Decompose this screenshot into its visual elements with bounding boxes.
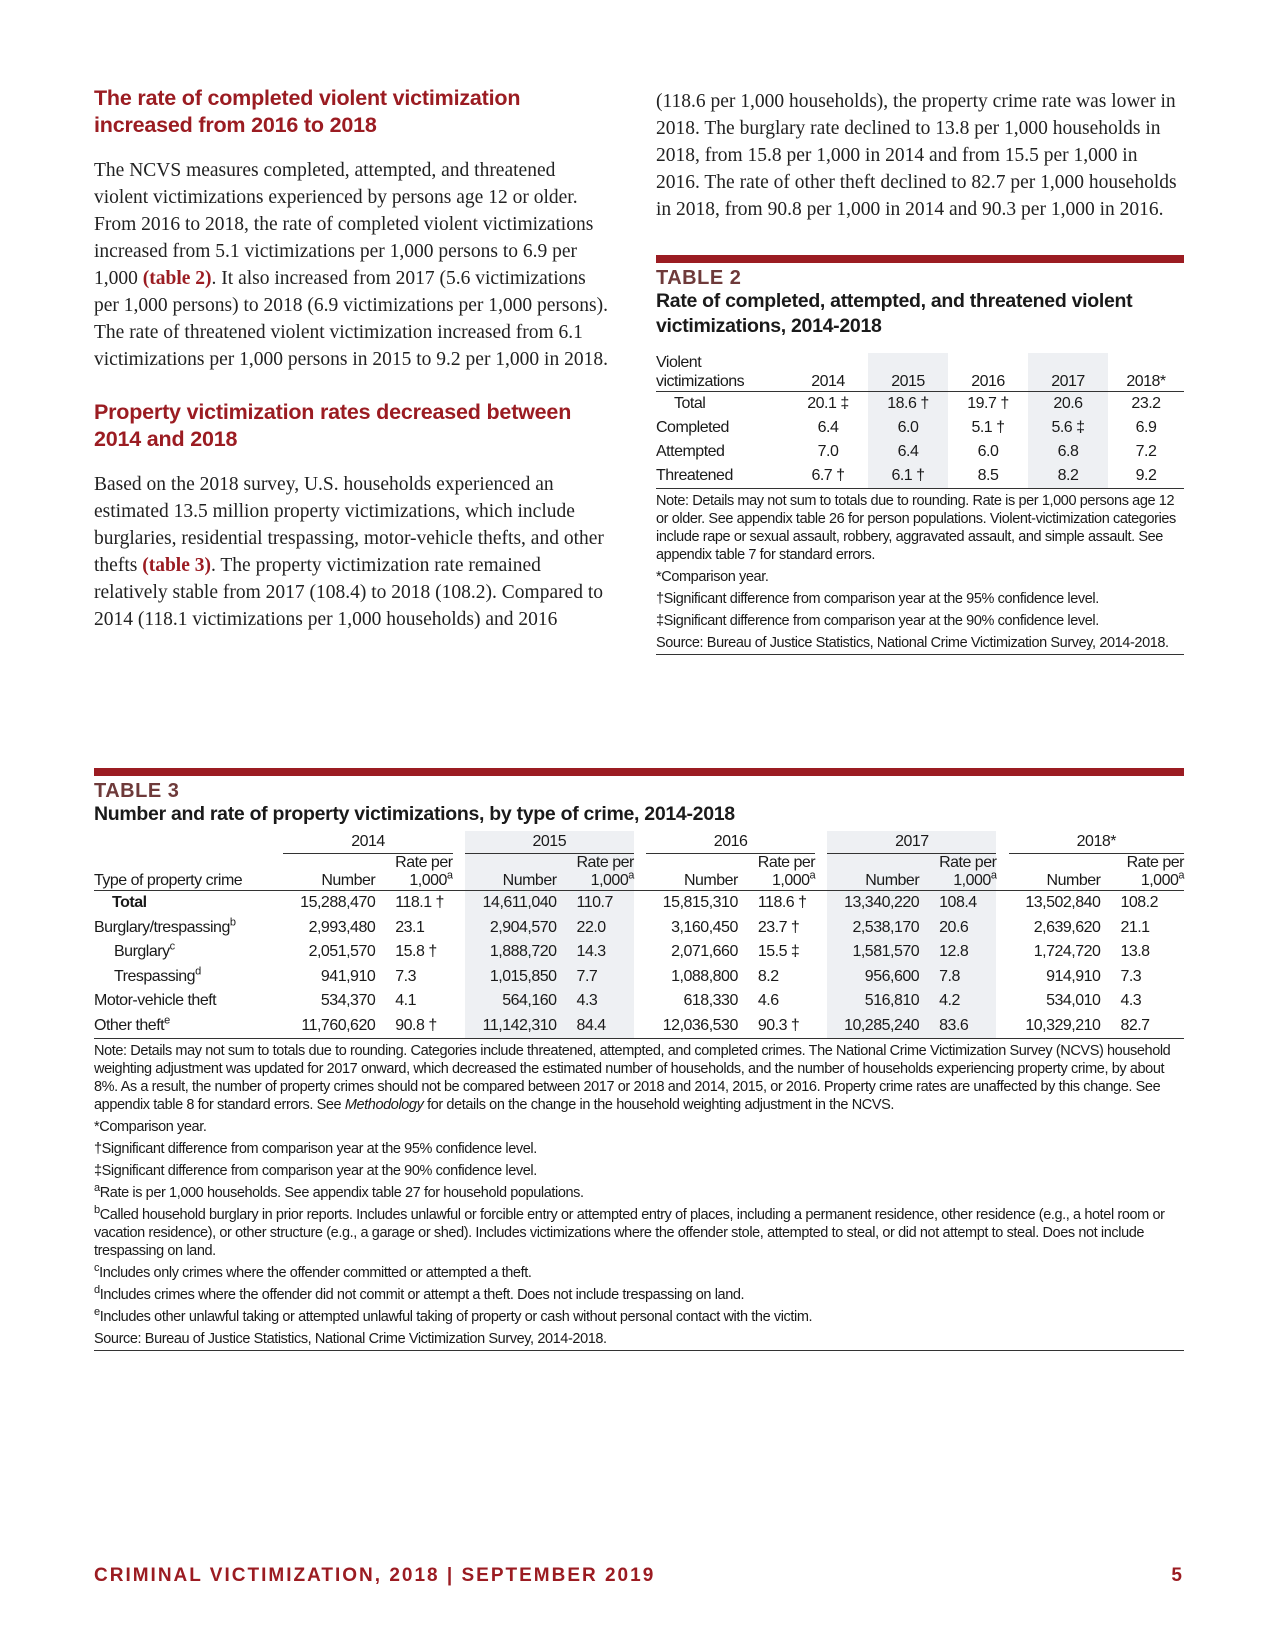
- rate-header-line: [744, 869, 816, 890]
- violent-victimizations-header: [656, 353, 788, 392]
- row-label: [94, 965, 283, 990]
- table-2: [656, 353, 1184, 488]
- year-header: 2018*: [1126, 373, 1166, 390]
- table-2-notes: [656, 492, 1184, 655]
- number-cell: 1,888,720: [465, 940, 563, 965]
- rate-cell: 84.4: [563, 1014, 634, 1039]
- rate-cell: 6.9: [1135, 419, 1157, 436]
- table-3-block: [94, 768, 1184, 1351]
- table-3-row: [94, 989, 1184, 1014]
- rate-cell: 4.3: [563, 989, 634, 1014]
- rate-cell: 13.8: [1120, 943, 1150, 960]
- rate-cell: 6.4: [817, 419, 839, 436]
- row-label-text: Total: [112, 894, 147, 911]
- number-cell: 2,904,570: [465, 916, 563, 941]
- table-3-title: Number and rate of property victimizations, by type of crime, 2014-2018: [94, 803, 735, 825]
- rate-header-line: [925, 869, 997, 890]
- footnote-text: Called household burglary in prior reports. Includes unlawful or forcible entry or attempted entry of places, including a permanent residence, other residence (e.g., a hotel room or vacation residence), or other structure (e.g., a garage or shed). Includes victimizations where the offender stole, attempted to steal, or did not attempt to steal. Does not include trespassing on land.: [94, 1207, 1165, 1259]
- table-2-note: Source: Bureau of Justice Statistics, National Crime Victimization Survey, 2014-2018.: [656, 635, 1169, 651]
- rate-cell: 6.4: [868, 440, 948, 464]
- number-cell: 15,815,310: [662, 894, 738, 911]
- row-label: Attempted: [656, 443, 725, 460]
- table-2-note: †Significant difference from comparison year at the 95% confidence level.: [656, 591, 1099, 607]
- rate-cell: 6.7 †: [811, 467, 845, 484]
- year-group-header: 2016: [646, 831, 815, 854]
- number-cell: 564,160: [465, 989, 563, 1014]
- rate-cell: 6.0: [868, 416, 948, 440]
- paragraph-text: . The property victimization rate remained relatively stable from 2017 (108.4) to 2018 (108.2). Compared to 2014 (118.1 victimizations per 1,000 households) and 2016: [94, 555, 604, 630]
- rate-header-line: [563, 869, 634, 890]
- number-cell: 1,088,800: [671, 967, 738, 985]
- paragraph-text: Based on the 2018 survey, U.S. households experienced an estimated 13.5 million property victimizations, which include burglaries, residential trespassing, motor-vehicle thefts, and other thefts: [94, 474, 604, 576]
- table-3-notes: [94, 1042, 1184, 1351]
- rate-header-line: Rate per: [939, 854, 997, 871]
- table-2-rule: [656, 255, 1184, 263]
- footnote-e: [94, 1308, 1184, 1326]
- number-header: Number: [321, 872, 376, 889]
- rate-cell: 6.8: [1028, 440, 1108, 464]
- footnote-mark: c: [169, 940, 175, 953]
- footnote-mark: b: [94, 1204, 100, 1217]
- rate-cell: 9.2: [1135, 467, 1157, 484]
- number-cell: 13,340,220: [827, 891, 925, 916]
- table-3-rule: [94, 768, 1184, 776]
- table-3-note: *Comparison year.: [94, 1119, 207, 1135]
- rate-cell: 4.1: [395, 992, 416, 1009]
- table-3-row: [94, 1014, 1184, 1039]
- rate-cell: 8.2: [757, 967, 779, 985]
- header-line: Violent: [656, 354, 702, 371]
- number-cell: 1,015,850: [465, 965, 563, 990]
- number-cell: 3,160,450: [671, 918, 738, 936]
- year-group-header: 2017: [827, 831, 996, 854]
- footnote-c: [94, 1264, 1184, 1282]
- page-number: 5: [1171, 1565, 1184, 1586]
- number-header: Number: [827, 854, 925, 891]
- rate-cell: 4.2: [925, 989, 996, 1014]
- rate-header-line: [1106, 869, 1184, 890]
- rate-cell: 15.5 ‡: [757, 943, 800, 960]
- table-2-note: *Comparison year.: [656, 569, 769, 585]
- rate-cell: 23.7 †: [757, 918, 800, 936]
- rate-cell: 6.1 †: [868, 464, 948, 488]
- row-label: [94, 940, 283, 965]
- footnote-a: [94, 1184, 1184, 1202]
- row-label: Completed: [656, 419, 729, 436]
- footnote-mark: a: [446, 869, 453, 882]
- year-group-header: 2015: [465, 831, 634, 854]
- row-label: Total: [674, 395, 706, 412]
- row-label: Threatened: [656, 467, 733, 484]
- number-cell: 11,760,620: [301, 1016, 376, 1034]
- rate-cell: 4.3: [1120, 992, 1142, 1009]
- rate-header: [381, 854, 452, 891]
- row-label-text: Burglary: [114, 943, 170, 960]
- table-2-note: Note: Details may not sum to totals due to rounding. Rate is per 1,000 persons age 12 or older. See appendix table 26 for person populations. Violent-victimization categories include rape or sexual assault, robbery, aggravated assault, and simple assault. See appendix table 7 for standard errors.: [656, 493, 1176, 563]
- number-cell: 2,051,570: [308, 943, 376, 960]
- rate-cell: 20.6: [925, 916, 996, 941]
- table-2-row: [656, 440, 1184, 464]
- rate-header-line: Rate per: [576, 854, 634, 871]
- number-cell: 15,288,470: [300, 894, 376, 911]
- table-3-row: [94, 891, 1184, 916]
- section-heading-violent: The rate of completed violent victimization increased from 2016 to 2018: [94, 86, 521, 137]
- rate-header-text: 1,000: [409, 872, 447, 889]
- rate-cell: 21.1: [1120, 918, 1150, 936]
- rate-header: [563, 854, 634, 891]
- rate-cell: 23.1: [395, 918, 425, 936]
- number-cell: 516,810: [827, 989, 925, 1014]
- note-text: for details on the change in the household weighting adjustment in the NCVS.: [423, 1097, 895, 1113]
- number-header: Number: [465, 854, 563, 891]
- table-3-row: [94, 940, 1184, 965]
- year-header: 2015: [868, 353, 948, 392]
- footnote-text: Includes crimes where the offender did not commit or attempt a theft. Does not include trespassing on land.: [99, 1287, 745, 1303]
- number-cell: 941,910: [320, 967, 376, 985]
- row-label: [94, 1014, 283, 1039]
- footnote-mark: a: [94, 1182, 100, 1195]
- rate-cell: 118.1 †: [395, 894, 444, 911]
- rate-cell: 7.3: [1120, 967, 1142, 985]
- rate-header: [744, 854, 815, 891]
- footnote-mark: e: [164, 1014, 170, 1027]
- footer-title: CRIMINAL VICTIMIZATION, 2018 | SEPTEMBER 2019: [94, 1565, 656, 1586]
- rate-header-line: Rate per: [395, 854, 453, 871]
- rate-cell: 12.8: [925, 940, 996, 965]
- row-label: [94, 989, 283, 1014]
- row-label: [94, 891, 283, 916]
- rate-cell: 23.2: [1131, 395, 1161, 412]
- rate-cell: 8.2: [1028, 464, 1108, 488]
- footnote-text: Includes other unlawful taking or attempted unlawful taking of property or cash without personal contact with the victim.: [99, 1309, 813, 1325]
- year-group-header: 2014: [283, 831, 452, 854]
- rate-cell: 5.6 ‡: [1028, 416, 1108, 440]
- year-group-header: 2018*: [1009, 831, 1184, 854]
- number-cell: 534,010: [1046, 992, 1101, 1009]
- footnote-d: [94, 1286, 1184, 1304]
- footnote-mark: e: [94, 1306, 100, 1319]
- rate-cell: 110.7: [563, 891, 634, 916]
- rate-cell: 90.3 †: [757, 1016, 800, 1034]
- type-of-crime-header: Type of property crime: [94, 872, 243, 889]
- table-3-note: ‡Significant difference from comparison year at the 90% confidence level.: [94, 1163, 537, 1179]
- table-3-source: Source: Bureau of Justice Statistics, National Crime Victimization Survey, 2014-2018.: [94, 1331, 607, 1347]
- rate-cell: 22.0: [563, 916, 634, 941]
- number-cell: 1,581,570: [827, 940, 925, 965]
- rate-cell: 118.6 †: [757, 894, 807, 911]
- number-cell: 10,329,210: [1025, 1016, 1101, 1034]
- rate-cell: 82.7: [1120, 1016, 1150, 1034]
- rate-cell: 20.1 ‡: [807, 395, 849, 412]
- row-label-text: Burglary/trespassing: [94, 918, 230, 936]
- rate-cell: 19.7 †: [967, 395, 1009, 412]
- rate-header: [1106, 854, 1184, 891]
- footnote-text: Rate is per 1,000 households. See appendix table 27 for household populations.: [99, 1185, 584, 1201]
- number-cell: 956,600: [827, 965, 925, 990]
- paragraph-text: The NCVS measures completed, attempted, and threatened violent victimizations experienced by persons age 12 or older. From 2016 to 2018, the rate of completed violent victimizations increased from 5.1 victimizations per 1,000 persons to 6.9 per 1,000: [94, 160, 594, 289]
- number-cell: 1,724,720: [1033, 943, 1101, 960]
- table-3: [94, 831, 1184, 1038]
- table-2-row: [656, 416, 1184, 440]
- number-cell: 534,370: [320, 992, 376, 1009]
- footnote-mark: c: [94, 1262, 100, 1275]
- rate-header-line: [381, 869, 453, 890]
- number-header: Number: [683, 872, 738, 889]
- year-header: 2017: [1028, 353, 1108, 392]
- rate-cell: 20.6: [1028, 392, 1108, 417]
- paragraph-property-cont: (118.6 per 1,000 households), the property crime rate was lower in 2018. The burglary rate declined to 13.8 per 1,000 households in 2018, from 15.8 per 1,000 in 2014 and from 15.5 per 1,000 in 2016. The rate of other theft declined to 82.7 per 1,000 households in 2018, from 90.8 per 1,000 in 2014 and 90.3 per 1,000 in 2016.: [656, 91, 1177, 220]
- table-2-row: [656, 392, 1184, 417]
- methodology-reference: Methodology: [344, 1097, 424, 1113]
- rate-header-text: 1,000: [953, 872, 991, 889]
- paragraph-text: . It also increased from 2017 (5.6 victimizations per 1,000 persons) to 2018 (6.9 victimizations per 1,000 persons). The rate of threatened violent victimization increased from 6.1 victimizations per 1,000 persons in 2015 to 9.2 per 1,000 in 2018.: [94, 268, 608, 370]
- rate-cell: 7.7: [563, 965, 634, 990]
- number-cell: 2,071,660: [671, 943, 738, 960]
- number-cell: 11,142,310: [465, 1014, 563, 1039]
- footnote-mark: a: [990, 869, 997, 882]
- number-cell: 12,036,530: [662, 1016, 738, 1034]
- rate-header-text: 1,000: [590, 872, 629, 889]
- table-3-row: [94, 916, 1184, 941]
- row-label-text: Motor-vehicle theft: [94, 992, 217, 1009]
- rate-cell: 7.0: [817, 443, 839, 460]
- rate-cell: 14.3: [563, 940, 634, 965]
- year-header: 2014: [811, 373, 845, 390]
- table-2-title: Rate of completed, attempted, and threatened violent victimizations, 2014-2018: [656, 290, 1133, 337]
- row-label: [94, 916, 283, 941]
- rate-cell: 90.8 †: [395, 1016, 437, 1034]
- rate-cell: 8.5: [977, 467, 999, 484]
- paragraph-violent: [94, 157, 610, 373]
- table-2-label: TABLE 2: [656, 267, 742, 289]
- paragraph-property: [94, 471, 610, 633]
- rate-header: [925, 854, 996, 891]
- rate-cell: 108.4: [925, 891, 996, 916]
- number-cell: 618,330: [683, 992, 738, 1009]
- rate-header-text: 1,000: [771, 872, 810, 889]
- year-header: 2016: [971, 373, 1005, 390]
- rate-header-line: Rate per: [757, 854, 816, 871]
- number-cell: 914,910: [1046, 967, 1101, 985]
- number-cell: 2,993,480: [308, 918, 376, 936]
- table-3-label: TABLE 3: [94, 780, 180, 802]
- rate-cell: 6.0: [977, 443, 999, 460]
- rate-cell: 7.8: [925, 965, 996, 990]
- rate-cell: 7.2: [1135, 443, 1157, 460]
- rate-cell: 18.6 †: [868, 392, 948, 417]
- rate-cell: 7.3: [395, 967, 416, 985]
- right-column: [656, 88, 1184, 655]
- rate-cell: 4.6: [757, 992, 779, 1009]
- section-heading-property: Property victimization rates decreased between 2014 and 2018: [94, 400, 572, 451]
- footnote-mark: a: [1178, 869, 1184, 882]
- footnote-mark: d: [94, 1284, 100, 1297]
- footnote-text: Includes only crimes where the offender committed or attempted a theft.: [99, 1265, 532, 1281]
- table-3-link[interactable]: (table 3): [142, 555, 211, 576]
- table-2-row: [656, 464, 1184, 488]
- table-3-note: †Significant difference from comparison year at the 95% confidence level.: [94, 1141, 537, 1157]
- rate-cell: 5.1 †: [971, 419, 1005, 436]
- header-line: victimizations: [656, 373, 745, 390]
- page-footer: [94, 1565, 1184, 1587]
- row-label-text: Trespassing: [114, 967, 196, 985]
- number-cell: 10,285,240: [827, 1014, 925, 1039]
- number-cell: 2,639,620: [1033, 918, 1101, 936]
- number-cell: 14,611,040: [465, 891, 563, 916]
- rate-cell: 15.8 †: [395, 943, 437, 960]
- footnote-mark: a: [809, 869, 816, 882]
- table-2-link[interactable]: (table 2): [142, 268, 212, 289]
- table-3-note-main: [94, 1042, 1184, 1114]
- number-cell: 2,538,170: [827, 916, 925, 941]
- number-cell: 13,502,840: [1025, 894, 1101, 911]
- number-header: Number: [1046, 872, 1101, 889]
- footnote-mark: a: [628, 869, 634, 882]
- table-3-row: [94, 965, 1184, 990]
- note-text: Note: Details may not sum to totals due to rounding. Categories include threatened, attempted, and completed crimes. The National Crime Victimization Survey (NCVS) household weighting adjustment was updated for 2017 onward, which decreased the estimated number of households, and the number of households experiencing property crime, by about 8%. As a result, the number of property crimes should not be compared between 2017 or 2018 and 2014, 2015, or 2016. Property crime rates are unaffected by this change. See appendix table 8 for standard errors. See: [94, 1043, 1171, 1113]
- footnote-mark: d: [195, 965, 201, 978]
- rate-header-text: 1,000: [1140, 872, 1179, 889]
- left-column: [94, 85, 610, 633]
- table-2-note: ‡Significant difference from comparison year at the 90% confidence level.: [656, 613, 1099, 629]
- footnote-mark: b: [229, 916, 236, 929]
- rate-cell: 108.2: [1120, 894, 1158, 911]
- row-label-text: Other theft: [94, 1016, 165, 1034]
- footnote-b: [94, 1206, 1184, 1260]
- rate-header-line: Rate per: [1126, 854, 1184, 871]
- rate-cell: 83.6: [925, 1014, 996, 1039]
